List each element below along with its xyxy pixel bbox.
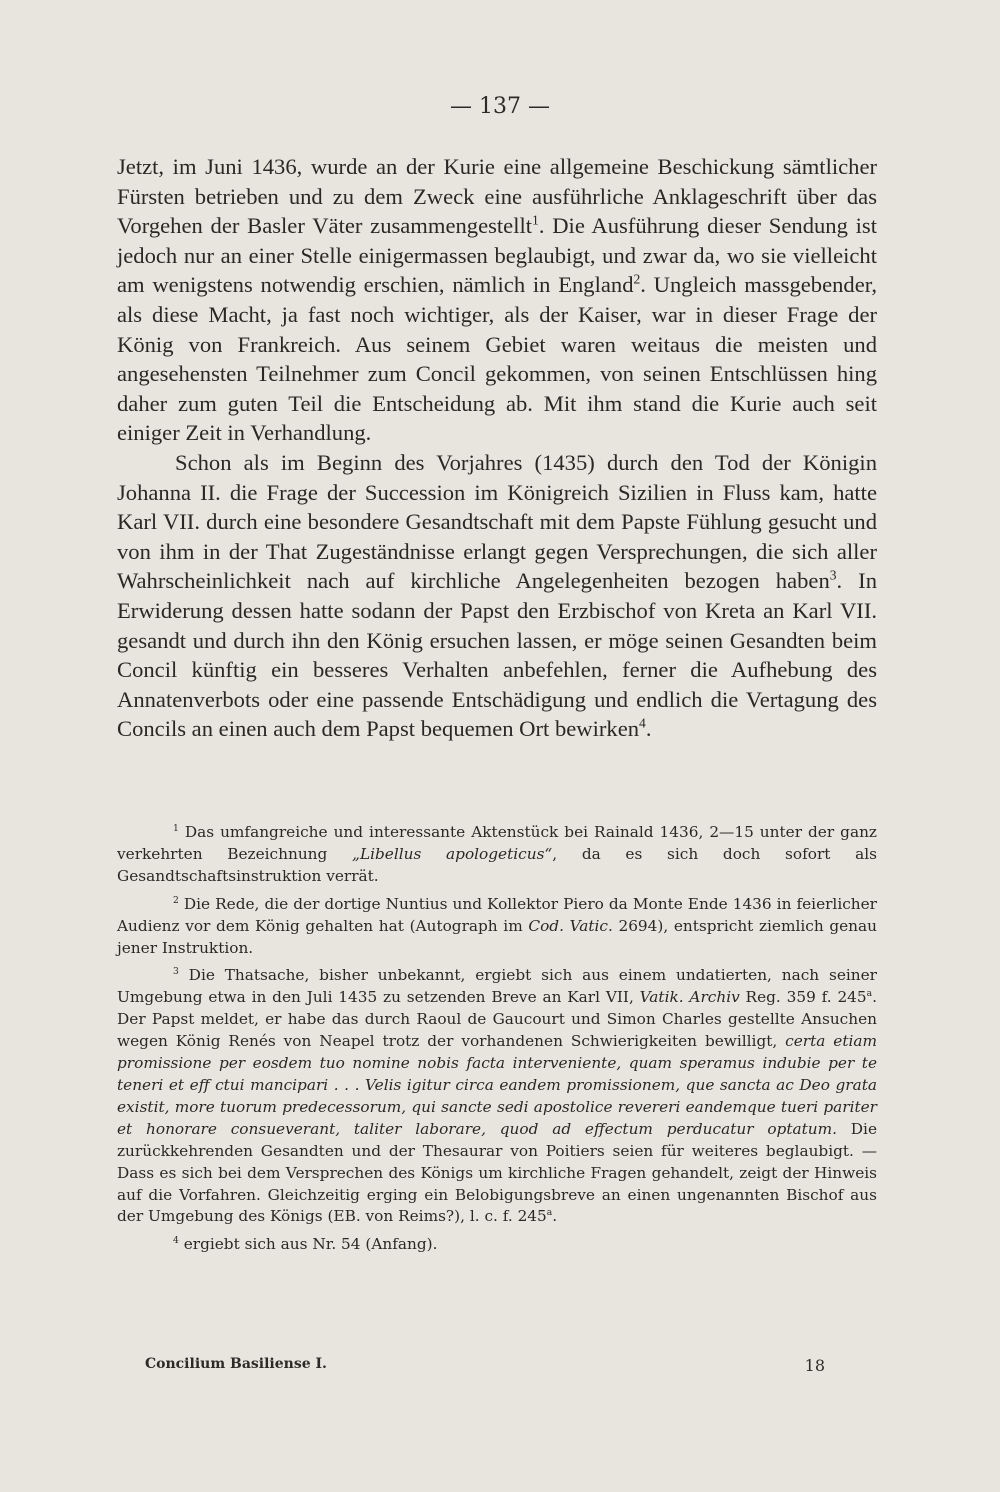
- footnote-3-italic-1: Vatik. Archiv: [639, 988, 740, 1007]
- footnote-1-italic: „Libellus apologeticus“: [352, 844, 553, 863]
- footnote-2: [117, 894, 877, 960]
- footnote-1: [117, 822, 877, 888]
- paragraph-2-text-c: .: [645, 716, 652, 742]
- paragraph-2-text-a: Schon als im Beginn des Vorjahres (1435) durch den Tod der Königin Johanna II. die Frage der Succession im Königreich Sizilien in Fluss kam, hatte Karl VII. durch eine besondere Gesandtschaft mit dem Papste Fühlung gesucht und von ihm in der That Zugeständnisse erlangt gegen Versprechungen, die sich aller Wahrscheinlichkeit nach auf kirchliche Angelegenheiten bezogen haben: [117, 449, 877, 594]
- footnote-4-text-a: ergiebt sich aus Nr. 54 (Anfang).: [178, 1235, 438, 1254]
- footnote-ref-2: 2: [633, 271, 641, 287]
- footnote-4-mark: 4: [173, 1235, 179, 1247]
- footnote-2-text-b: 2694), entspricht ziemlich genau jener Instruktion.: [117, 916, 877, 957]
- footnote-4: [117, 1234, 877, 1256]
- footnote-2-mark: 2: [173, 894, 179, 906]
- footnote-1-text-b: , da es sich doch sofort als Gesandtschaftsinstruktion verrät.: [117, 844, 877, 885]
- footnote-3: [117, 965, 877, 1228]
- paragraph-1: [117, 152, 877, 448]
- signature-mark: Concilium Basiliense I.: [145, 1356, 327, 1372]
- footnote-2-text-a: Die Rede, die der dortige Nuntius und Kollektor Piero da Monte Ende 1436 in feierlicher Audienz vor dem König gehalten hat (Autograph im: [117, 894, 877, 935]
- footnote-3-mark: 3: [173, 966, 179, 978]
- footnote-2-italic: Cod. Vatic.: [528, 916, 613, 935]
- paragraph-1-text-c: . Ungleich massgebender, als diese Macht, ja fast noch wichtiger, als der Kaiser, war in dieser Frage der König von Frankreich. Aus seinem Gebiet waren weitaus die meisten und angesehensten Teilnehmer zum Concil gekommen, von seinen Entschlüssen hing daher zum guten Teil die Entscheidung ab. Mit ihm stand die Kurie auch seit einiger Zeit in Verhandlung.: [117, 272, 877, 446]
- page-number-header: — 137 —: [450, 94, 550, 119]
- footnote-3-text-c: . Der Papst meldet, er habe das durch Raoul de Gaucourt und Simon Charles gestellte Ansuchen wegen König Renés von Neapel trotz der vorhandenen Schwierigkeiten bewilligt,: [117, 988, 877, 1051]
- footnote-3-sup-2: a: [546, 1207, 553, 1219]
- footnote-ref-1: 1: [532, 212, 539, 228]
- footnote-3-text-e: .: [552, 1207, 558, 1226]
- main-text: [117, 152, 877, 744]
- sheet-number: 18: [804, 1356, 825, 1375]
- paragraph-1-text-a: Jetzt, im Juni 1436, wurde an der Kurie eine allgemeine Beschickung sämtlicher Fürsten betrieben und zu dem Zweck eine ausführliche Anklageschrift über das Vorgehen der Basler Väter zusammengestellt: [117, 154, 877, 239]
- footnote-1-text-a: Das umfangreiche und interessante Aktenstück bei Rainald 1436, 2—15 unter der ganz verkehrten Bezeichnung: [117, 823, 877, 863]
- footnote-1-mark: 1: [173, 822, 179, 834]
- paragraph-1-text-b: . Die Ausführung dieser Sendung ist jedoch nur an einer Stelle einigermassen beglaubigt, und zwar da, wo sie vielleicht am wenigstens notwendig erschien, nämlich in England: [117, 213, 877, 298]
- footnote-3-text-a: Die Thatsache, bisher unbekannt, ergiebt sich aus einem undatierten, nach seiner Umgebung etwa in den Juli 1435 zu setzenden Breve an Karl VII,: [117, 966, 877, 1007]
- footnote-3-sup-1: a: [866, 988, 873, 1000]
- footnote-3-text-d: Die zurückkehrenden Gesandten und der Thesaurar von Poitiers seien für weiteres beglaubigt. — Dass es sich bei dem Versprechen des Königs um kirchliche Fragen gehandelt, zeigt der Hinweis auf die Vorfahren. Gleichzeitig erging ein Belobigungsbreve an einen ungenannten Bischof aus der Umgebung des Königs (EB. von Reims?), l. c. f. 245: [117, 1119, 877, 1226]
- footnote-3-italic-2: certa etiam promissione per eosdem tuo nomine nobis facta interveniente, quam speramus indubie per te teneri et eff ctui mancipari . . . Velis igitur circa eandem promissionem, que sancta ac Deo grata existit, more tuorum predecessorum, qui sancte sedi apostolice revereri eandemque tueri pariter et honorare consueverant, taliter laborare, quod ad effectum perducatur optatum.: [117, 1032, 877, 1138]
- footnote-ref-3: 3: [829, 567, 837, 583]
- paragraph-2: [117, 448, 877, 744]
- footnote-ref-4: 4: [639, 715, 646, 731]
- footnotes: [117, 822, 877, 1262]
- footnote-3-text-b: Reg. 359 f. 245: [739, 988, 867, 1007]
- paragraph-2-text-b: . In Erwiderung dessen hatte sodann der Papst den Erzbischof von Kreta an Karl VII. gesandt und durch ihn den König ersuchen lassen, er möge seinen Gesandten beim Concil künftig ein besseres Verhalten anbefehlen, ferner die Aufhebung des Annatenverbots oder eine passende Entschädigung und endlich die Vertagung des Concils an einen auch dem Papst bequemen Ort bewirken: [117, 568, 878, 742]
